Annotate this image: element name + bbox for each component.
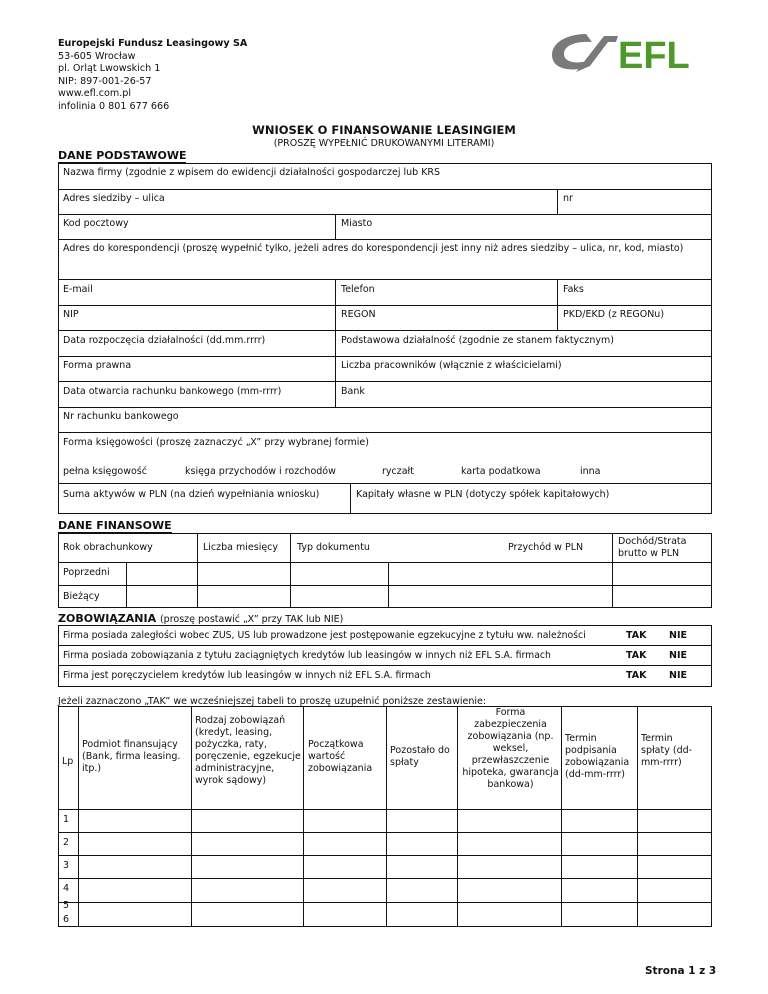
- company-name-field[interactable]: Nazwa firmy (zgodnie z wpisem do ewidencji działalności gospodarczej lub KRS: [63, 167, 441, 178]
- accounting-option-lump-sum[interactable]: ryczałt: [382, 466, 414, 477]
- company-line: infolinia 0 801 677 666: [58, 100, 170, 112]
- nip-field[interactable]: NIP: [63, 309, 79, 320]
- pkd-field[interactable]: PKD/EKD (z REGONu): [563, 309, 665, 320]
- city-field[interactable]: Miasto: [341, 218, 373, 229]
- phone-field[interactable]: Telefon: [341, 284, 375, 295]
- start-date-field[interactable]: Data rozpoczęcia działalności (dd.mm.rrrr): [63, 335, 266, 346]
- main-activity-field[interactable]: Podstawowa działalność (zgodnie ze stanem faktycznym): [341, 335, 614, 346]
- q1-no-option[interactable]: NIE: [669, 630, 687, 641]
- col-liability-type: Rodzaj zobowiązań (kredyt, leasing, pożyczka, raty, poręczenie, egzekucje administracyjne, wyrok sądowy): [195, 715, 301, 786]
- row-number: 6: [63, 914, 70, 925]
- regon-field[interactable]: REGON: [341, 309, 376, 320]
- finance-col-revenue: Przychód w PLN: [508, 542, 584, 553]
- q2-no-option[interactable]: NIE: [669, 650, 687, 661]
- row-number: 1: [63, 814, 70, 825]
- company-line: www.efl.com.pl: [58, 88, 131, 99]
- col-repayment-date: Termin spłaty (dd-mm-rrrr): [641, 733, 693, 768]
- question-other-loans: Firma posiada zobowiązania z tytułu zaciągniętych kredytów lub leasingów w innych niż EFL S.A. firmach: [63, 650, 551, 661]
- legal-form-field[interactable]: Forma prawna: [63, 360, 132, 371]
- employees-field[interactable]: Liczba pracowników (włącznie z właścicielami): [341, 360, 562, 371]
- accounting-option-other[interactable]: inna: [580, 466, 601, 477]
- logo-text: EFL: [618, 35, 690, 76]
- accounting-option-tax-card[interactable]: karta podatkowa: [461, 466, 541, 477]
- street-field[interactable]: Adres siedziby – ulica: [63, 193, 165, 204]
- account-open-date-field[interactable]: Data otwarcia rachunku bankowego (mm-rrrr): [63, 386, 282, 397]
- q3-no-option[interactable]: NIE: [669, 670, 687, 681]
- page-number: Strona 1 z 3: [645, 965, 717, 977]
- company-name: Europejski Fundusz Leasingowy SA: [58, 38, 248, 49]
- company-line: NIP: 897-001-26-57: [58, 75, 152, 87]
- finance-table: [58, 533, 712, 608]
- accounting-option-full[interactable]: pełna księgowość: [63, 466, 147, 477]
- email-field[interactable]: E-mail: [63, 284, 93, 295]
- liabilities-note: (proszę postawić „X” przy TAK lub NIE): [159, 614, 344, 625]
- equity-field[interactable]: Kapitały własne w PLN (dotyczy spółek kapitałowych): [356, 489, 610, 500]
- finance-col-months: Liczba miesięcy: [203, 542, 279, 553]
- accounting-option-ledger[interactable]: księga przychodów i rozchodów: [185, 466, 336, 477]
- finance-col-doc-type: Typ dokumentu: [297, 542, 370, 553]
- question-zus-arrears: Firma posiada zaległości wobec ZUS, US lub prowadzone jest postępowanie egzekucyjne z tytułu ww. należności: [63, 630, 586, 641]
- q1-yes-option[interactable]: TAK: [626, 630, 647, 641]
- row-number: 4: [63, 883, 70, 894]
- fax-field[interactable]: Faks: [563, 284, 584, 295]
- bank-field[interactable]: Bank: [341, 386, 365, 397]
- company-line: pl. Orląt Lwowskich 1: [58, 63, 161, 74]
- company-line: 53-605 Wrocław: [58, 50, 136, 62]
- q3-yes-option[interactable]: TAK: [626, 670, 647, 681]
- correspondence-address-field[interactable]: Adres do korespondencji (proszę wypełnić tylko, jeżeli adres do korespondencji jest inny niż adres siedziby – ulica, nr, kod, miasto): [63, 243, 684, 254]
- liabilities-intro: Jeżeli zaznaczono „TAK” we wcześniejszej tabeli to proszę uzupełnić poniższe zestawienie:: [58, 696, 487, 707]
- col-signing-date: Termin podpisania zobowiązania (dd-mm-rrrr): [565, 733, 630, 780]
- section-liabilities-heading: ZOBOWIĄZANIA (proszę postawić „X” przy TAK lub NIE): [58, 612, 344, 625]
- form-title: WNIOSEK O FINANSOWANIE LEASINGIEM: [252, 123, 516, 137]
- col-security-form: Forma zabezpieczenia zobowiązania (np. weksel, przewłaszczenie hipoteka, gwarancja bankowa): [462, 707, 559, 790]
- row-number: 5: [63, 900, 70, 911]
- accounting-form-label: Forma księgowości (proszę zaznaczyć „X” przy wybranej formie): [63, 437, 369, 448]
- account-number-field[interactable]: Nr rachunku bankowego: [63, 411, 179, 422]
- finance-row-current: Bieżący: [63, 591, 100, 602]
- house-number-field[interactable]: nr: [563, 193, 573, 204]
- section-finance-heading: DANE FINANSOWE: [58, 519, 172, 532]
- q2-yes-option[interactable]: TAK: [626, 650, 647, 661]
- col-remaining: Pozostało do spłaty: [390, 745, 450, 768]
- finance-row-previous: Poprzedni: [63, 567, 110, 578]
- row-number: 2: [63, 837, 70, 848]
- postal-code-field[interactable]: Kod pocztowy: [63, 218, 129, 229]
- row-number: 3: [63, 860, 70, 871]
- col-initial-value: Początkowa wartość zobowiązania: [308, 739, 373, 774]
- col-lp: Lp: [62, 756, 74, 767]
- efl-logo: [546, 28, 716, 76]
- finance-col-income: Dochód/Strata brutto w PLN: [618, 536, 687, 559]
- company-address: [58, 38, 247, 113]
- section-basic-heading: DANE PODSTAWOWE: [58, 149, 187, 162]
- total-assets-field[interactable]: Suma aktywów w PLN (na dzień wypełniania wniosku): [63, 489, 320, 500]
- form-subtitle: (PROSZĘ WYPEŁNIĆ DRUKOWANYMI LITERAMI): [273, 138, 495, 149]
- question-guarantor: Firma jest poręczycielem kredytów lub leasingów w innych niż EFL S.A. firmach: [63, 670, 431, 681]
- finance-col-year: Rok obrachunkowy: [63, 542, 153, 553]
- col-financing-entity: Podmiot finansujący (Bank, firma leasing. itp.): [82, 739, 181, 774]
